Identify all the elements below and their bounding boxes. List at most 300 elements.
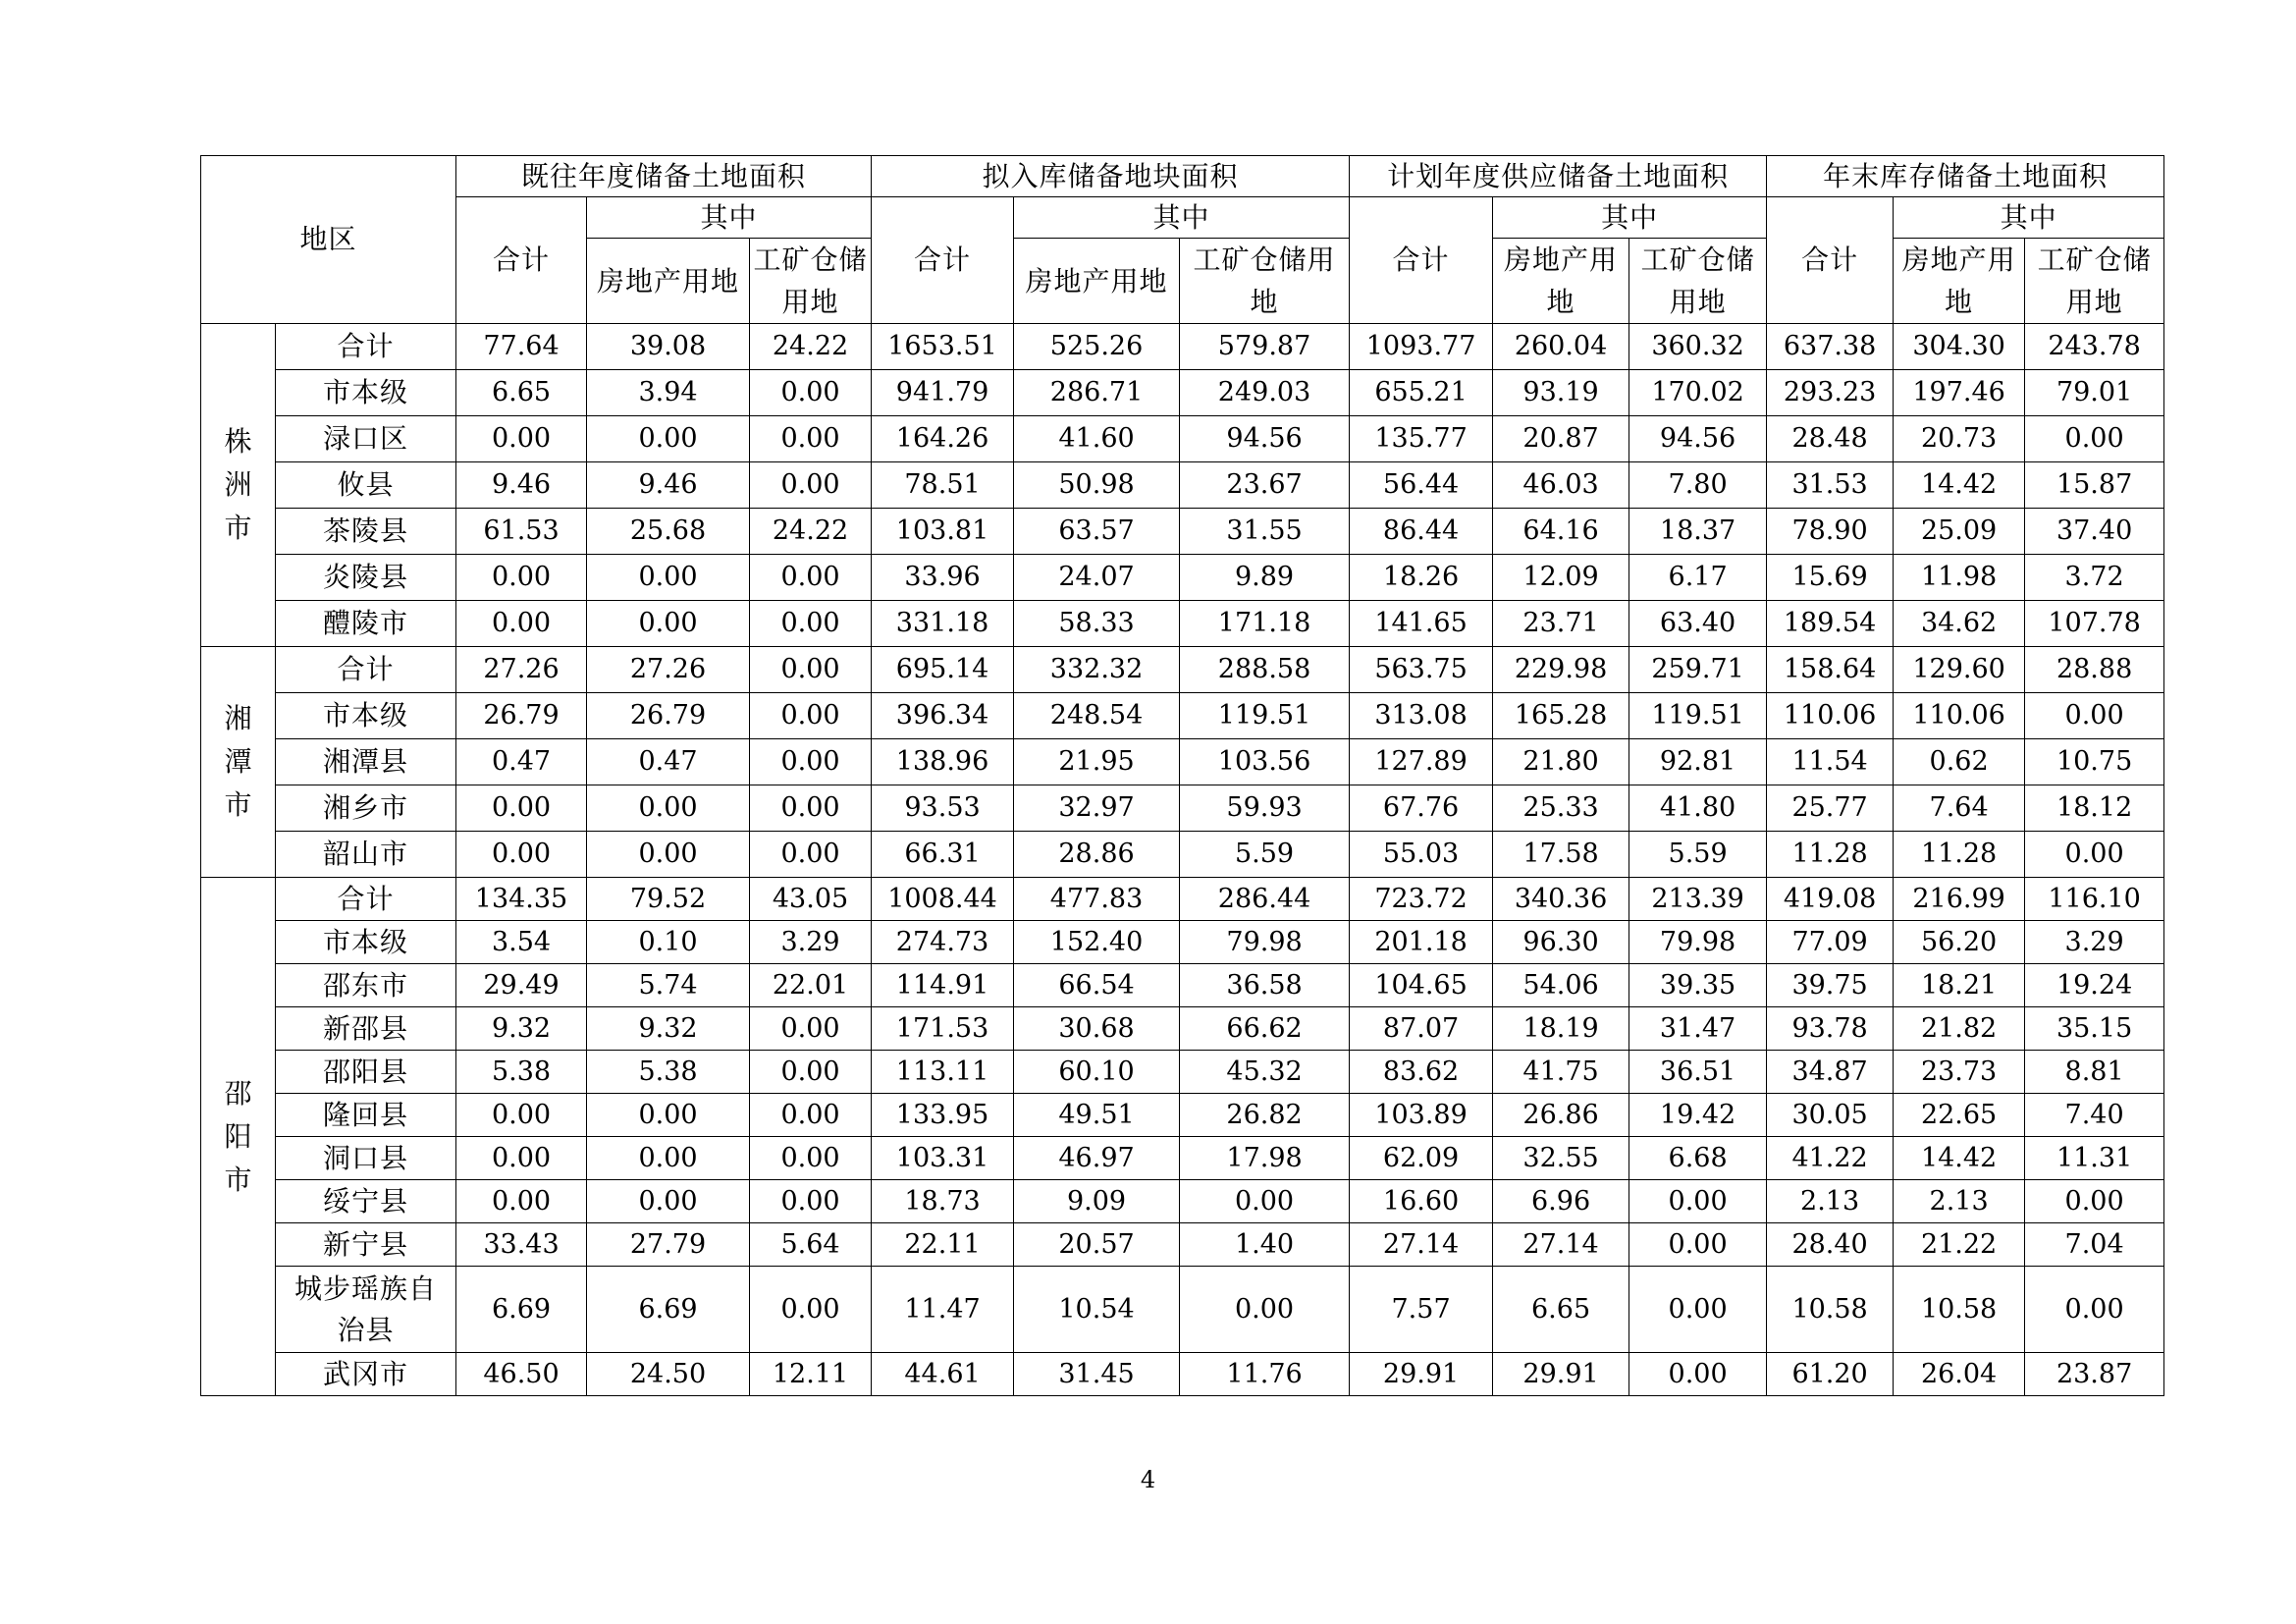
value-cell: 18.37: [1629, 509, 1767, 555]
value-cell: 1.40: [1180, 1223, 1350, 1267]
value-cell: 477.83: [1014, 878, 1180, 921]
value-cell: 110.06: [1894, 693, 2025, 739]
value-cell: 655.21: [1350, 370, 1493, 416]
value-cell: 313.08: [1350, 693, 1493, 739]
value-cell: 83.62: [1350, 1051, 1493, 1094]
value-cell: 21.22: [1894, 1223, 2025, 1267]
header-of-which: 其中: [1014, 197, 1350, 239]
value-cell: 0.00: [456, 601, 587, 647]
value-cell: 127.89: [1350, 739, 1493, 785]
value-cell: 41.60: [1014, 416, 1180, 462]
value-cell: 11.47: [872, 1267, 1014, 1353]
value-cell: 1653.51: [872, 324, 1014, 370]
value-cell: 94.56: [1629, 416, 1767, 462]
value-cell: 0.00: [750, 1094, 872, 1137]
value-cell: 5.64: [750, 1223, 872, 1267]
value-cell: 45.32: [1180, 1051, 1350, 1094]
value-cell: 0.00: [750, 601, 872, 647]
value-cell: 331.18: [872, 601, 1014, 647]
county-name: 茶陵县: [276, 509, 456, 555]
value-cell: 15.87: [2025, 462, 2164, 509]
value-cell: 9.46: [456, 462, 587, 509]
county-name: 湘潭县: [276, 739, 456, 785]
value-cell: 36.51: [1629, 1051, 1767, 1094]
header-industrial: 工矿仓储用地: [1629, 239, 1767, 324]
value-cell: 6.65: [1493, 1267, 1629, 1353]
value-cell: 29.91: [1493, 1353, 1629, 1396]
value-cell: 10.58: [1894, 1267, 2025, 1353]
value-cell: 18.73: [872, 1180, 1014, 1223]
city-label: 湘潭市: [224, 702, 252, 821]
value-cell: 158.64: [1767, 647, 1894, 693]
value-cell: 63.57: [1014, 509, 1180, 555]
header-group-planned-entry: 拟入库储备地块面积: [872, 156, 1350, 197]
value-cell: 133.95: [872, 1094, 1014, 1137]
value-cell: 79.52: [587, 878, 750, 921]
header-total: 合计: [1767, 197, 1894, 324]
value-cell: 152.40: [1014, 921, 1180, 964]
value-cell: 11.54: [1767, 739, 1894, 785]
value-cell: 18.19: [1493, 1007, 1629, 1051]
header-industrial: 工矿仓储用地: [750, 239, 872, 324]
value-cell: 0.00: [587, 1094, 750, 1137]
value-cell: 0.00: [2025, 1180, 2164, 1223]
value-cell: 0.00: [750, 1267, 872, 1353]
county-name: 合计: [276, 878, 456, 921]
value-cell: 21.82: [1894, 1007, 2025, 1051]
value-cell: 164.26: [872, 416, 1014, 462]
county-name: 绥宁县: [276, 1180, 456, 1223]
header-of-which: 其中: [1493, 197, 1767, 239]
value-cell: 28.48: [1767, 416, 1894, 462]
value-cell: 26.79: [456, 693, 587, 739]
value-cell: 27.26: [587, 647, 750, 693]
value-cell: 0.00: [750, 1051, 872, 1094]
table-row: [201, 601, 2164, 647]
value-cell: 12.09: [1493, 555, 1629, 601]
value-cell: 43.05: [750, 878, 872, 921]
value-cell: 286.44: [1180, 878, 1350, 921]
value-cell: 41.22: [1767, 1137, 1894, 1180]
table-row: [201, 1137, 2164, 1180]
value-cell: 94.56: [1180, 416, 1350, 462]
value-cell: 27.26: [456, 647, 587, 693]
value-cell: 78.90: [1767, 509, 1894, 555]
value-cell: 18.21: [1894, 964, 2025, 1007]
value-cell: 0.00: [456, 1094, 587, 1137]
value-cell: 0.00: [750, 370, 872, 416]
header-region: 地区: [201, 156, 456, 324]
value-cell: 6.69: [587, 1267, 750, 1353]
value-cell: 249.03: [1180, 370, 1350, 416]
county-name: 新宁县: [276, 1223, 456, 1267]
value-cell: 33.96: [872, 555, 1014, 601]
value-cell: 197.46: [1894, 370, 2025, 416]
value-cell: 66.31: [872, 832, 1014, 878]
value-cell: 24.22: [750, 324, 872, 370]
value-cell: 25.68: [587, 509, 750, 555]
value-cell: 59.93: [1180, 785, 1350, 832]
value-cell: 20.73: [1894, 416, 2025, 462]
value-cell: 0.00: [750, 462, 872, 509]
value-cell: 0.00: [456, 416, 587, 462]
value-cell: 288.58: [1180, 647, 1350, 693]
value-cell: 31.47: [1629, 1007, 1767, 1051]
value-cell: 23.67: [1180, 462, 1350, 509]
value-cell: 3.29: [750, 921, 872, 964]
table-row: [201, 1094, 2164, 1137]
value-cell: 34.87: [1767, 1051, 1894, 1094]
value-cell: 2.13: [1894, 1180, 2025, 1223]
value-cell: 18.26: [1350, 555, 1493, 601]
table-row: [201, 1180, 2164, 1223]
value-cell: 119.51: [1180, 693, 1350, 739]
value-cell: 32.55: [1493, 1137, 1629, 1180]
value-cell: 41.80: [1629, 785, 1767, 832]
county-name: 市本级: [276, 370, 456, 416]
value-cell: 0.00: [587, 1137, 750, 1180]
header-total: 合计: [1350, 197, 1493, 324]
value-cell: 37.40: [2025, 509, 2164, 555]
value-cell: 103.89: [1350, 1094, 1493, 1137]
value-cell: 0.47: [456, 739, 587, 785]
header-group-year-end-stock: 年末库存储备土地面积: [1767, 156, 2164, 197]
value-cell: 18.12: [2025, 785, 2164, 832]
header-real-estate: 房地产用地: [1493, 239, 1629, 324]
table-row: [201, 1267, 2164, 1353]
value-cell: 26.04: [1894, 1353, 2025, 1396]
value-cell: 5.38: [456, 1051, 587, 1094]
header-real-estate: 房地产用地: [1014, 239, 1180, 324]
value-cell: 6.17: [1629, 555, 1767, 601]
value-cell: 79.98: [1180, 921, 1350, 964]
value-cell: 26.79: [587, 693, 750, 739]
value-cell: 27.14: [1350, 1223, 1493, 1267]
value-cell: 113.11: [872, 1051, 1014, 1094]
value-cell: 24.07: [1014, 555, 1180, 601]
value-cell: 27.14: [1493, 1223, 1629, 1267]
value-cell: 21.95: [1014, 739, 1180, 785]
value-cell: 637.38: [1767, 324, 1894, 370]
value-cell: 103.31: [872, 1137, 1014, 1180]
value-cell: 116.10: [2025, 878, 2164, 921]
header-industrial: 工矿仓储用地: [2025, 239, 2164, 324]
value-cell: 56.44: [1350, 462, 1493, 509]
value-cell: 248.54: [1014, 693, 1180, 739]
value-cell: 723.72: [1350, 878, 1493, 921]
value-cell: 138.96: [872, 739, 1014, 785]
value-cell: 28.86: [1014, 832, 1180, 878]
value-cell: 39.75: [1767, 964, 1894, 1007]
value-cell: 44.61: [872, 1353, 1014, 1396]
value-cell: 0.10: [587, 921, 750, 964]
value-cell: 0.00: [750, 739, 872, 785]
table-row: [201, 555, 2164, 601]
value-cell: 3.54: [456, 921, 587, 964]
value-cell: 304.30: [1894, 324, 2025, 370]
value-cell: 3.72: [2025, 555, 2164, 601]
value-cell: 21.80: [1493, 739, 1629, 785]
county-name: 市本级: [276, 693, 456, 739]
value-cell: 5.59: [1629, 832, 1767, 878]
county-name: 隆回县: [276, 1094, 456, 1137]
value-cell: 171.53: [872, 1007, 1014, 1051]
value-cell: 293.23: [1767, 370, 1894, 416]
table-row: [201, 1353, 2164, 1396]
value-cell: 170.02: [1629, 370, 1767, 416]
value-cell: 20.87: [1493, 416, 1629, 462]
value-cell: 25.09: [1894, 509, 2025, 555]
page-number: 4: [1140, 1466, 1156, 1493]
header-real-estate: 房地产用地: [587, 239, 750, 324]
value-cell: 3.94: [587, 370, 750, 416]
value-cell: 0.00: [587, 601, 750, 647]
value-cell: 32.97: [1014, 785, 1180, 832]
value-cell: 107.78: [2025, 601, 2164, 647]
table-row: [201, 370, 2164, 416]
header-group-planned-supply: 计划年度供应储备土地面积: [1350, 156, 1767, 197]
value-cell: 0.00: [1629, 1353, 1767, 1396]
county-name: 醴陵市: [276, 601, 456, 647]
value-cell: 11.31: [2025, 1137, 2164, 1180]
value-cell: 96.30: [1493, 921, 1629, 964]
county-name: 市本级: [276, 921, 456, 964]
value-cell: 0.00: [587, 416, 750, 462]
table-row: [201, 509, 2164, 555]
value-cell: 9.09: [1014, 1180, 1180, 1223]
value-cell: 0.00: [750, 785, 872, 832]
value-cell: 941.79: [872, 370, 1014, 416]
value-cell: 0.00: [750, 1007, 872, 1051]
value-cell: 11.98: [1894, 555, 2025, 601]
value-cell: 62.09: [1350, 1137, 1493, 1180]
county-name: 攸县: [276, 462, 456, 509]
value-cell: 39.08: [587, 324, 750, 370]
value-cell: 31.55: [1180, 509, 1350, 555]
value-cell: 26.86: [1493, 1094, 1629, 1137]
value-cell: 64.16: [1493, 509, 1629, 555]
value-cell: 0.00: [456, 785, 587, 832]
value-cell: 259.71: [1629, 647, 1767, 693]
value-cell: 0.00: [1629, 1267, 1767, 1353]
city-name: [201, 878, 276, 1396]
value-cell: 419.08: [1767, 878, 1894, 921]
value-cell: 25.33: [1493, 785, 1629, 832]
value-cell: 10.75: [2025, 739, 2164, 785]
value-cell: 61.20: [1767, 1353, 1894, 1396]
value-cell: 56.20: [1894, 921, 2025, 964]
value-cell: 23.87: [2025, 1353, 2164, 1396]
table-row: [201, 1223, 2164, 1267]
county-name: 炎陵县: [276, 555, 456, 601]
value-cell: 332.32: [1014, 647, 1180, 693]
value-cell: 29.49: [456, 964, 587, 1007]
value-cell: 0.62: [1894, 739, 2025, 785]
value-cell: 58.33: [1014, 601, 1180, 647]
header-total: 合计: [456, 197, 587, 324]
value-cell: 0.00: [2025, 693, 2164, 739]
value-cell: 2.13: [1767, 1180, 1894, 1223]
header-real-estate: 房地产用地: [1894, 239, 2025, 324]
value-cell: 79.01: [2025, 370, 2164, 416]
value-cell: 66.54: [1014, 964, 1180, 1007]
value-cell: 93.19: [1493, 370, 1629, 416]
value-cell: 0.00: [750, 832, 872, 878]
value-cell: 103.56: [1180, 739, 1350, 785]
value-cell: 6.69: [456, 1267, 587, 1353]
county-name: 洞口县: [276, 1137, 456, 1180]
value-cell: 33.43: [456, 1223, 587, 1267]
value-cell: 22.01: [750, 964, 872, 1007]
table-row: [201, 921, 2164, 964]
table-row: [201, 1007, 2164, 1051]
value-cell: 46.97: [1014, 1137, 1180, 1180]
table-row: [201, 647, 2164, 693]
value-cell: 0.00: [750, 647, 872, 693]
value-cell: 0.00: [1629, 1223, 1767, 1267]
value-cell: 286.71: [1014, 370, 1180, 416]
value-cell: 17.98: [1180, 1137, 1350, 1180]
value-cell: 30.05: [1767, 1094, 1894, 1137]
value-cell: 34.62: [1894, 601, 2025, 647]
header-of-which: 其中: [587, 197, 872, 239]
city-name: [201, 647, 276, 878]
value-cell: 23.71: [1493, 601, 1629, 647]
value-cell: 0.00: [2025, 1267, 2164, 1353]
value-cell: 27.79: [587, 1223, 750, 1267]
value-cell: 7.57: [1350, 1267, 1493, 1353]
value-cell: 340.36: [1493, 878, 1629, 921]
value-cell: 0.00: [587, 1180, 750, 1223]
value-cell: 28.88: [2025, 647, 2164, 693]
value-cell: 50.98: [1014, 462, 1180, 509]
value-cell: 24.22: [750, 509, 872, 555]
value-cell: 14.42: [1894, 462, 2025, 509]
value-cell: 0.00: [456, 555, 587, 601]
value-cell: 77.64: [456, 324, 587, 370]
header-of-which: 其中: [1894, 197, 2164, 239]
value-cell: 46.50: [456, 1353, 587, 1396]
value-cell: 24.50: [587, 1353, 750, 1396]
county-name: 邵阳县: [276, 1051, 456, 1094]
county-name: 城步瑶族自治县: [276, 1267, 456, 1353]
value-cell: 229.98: [1493, 647, 1629, 693]
value-cell: 19.42: [1629, 1094, 1767, 1137]
value-cell: 14.42: [1894, 1137, 2025, 1180]
header-group-past: 既往年度储备土地面积: [456, 156, 872, 197]
value-cell: 274.73: [872, 921, 1014, 964]
value-cell: 7.04: [2025, 1223, 2164, 1267]
value-cell: 30.68: [1014, 1007, 1180, 1051]
value-cell: 0.00: [587, 832, 750, 878]
value-cell: 563.75: [1350, 647, 1493, 693]
value-cell: 0.00: [1629, 1180, 1767, 1223]
county-name: 合计: [276, 324, 456, 370]
value-cell: 1093.77: [1350, 324, 1493, 370]
value-cell: 5.74: [587, 964, 750, 1007]
value-cell: 7.40: [2025, 1094, 2164, 1137]
value-cell: 360.32: [1629, 324, 1767, 370]
table-row: [201, 462, 2164, 509]
value-cell: 31.45: [1014, 1353, 1180, 1396]
value-cell: 0.00: [456, 1137, 587, 1180]
county-name: 湘乡市: [276, 785, 456, 832]
value-cell: 39.35: [1629, 964, 1767, 1007]
value-cell: 6.65: [456, 370, 587, 416]
value-cell: 60.10: [1014, 1051, 1180, 1094]
value-cell: 6.68: [1629, 1137, 1767, 1180]
city-label: 株洲市: [224, 425, 252, 544]
value-cell: 525.26: [1014, 324, 1180, 370]
county-name: 合计: [276, 647, 456, 693]
land-reserve-table: [200, 155, 2164, 1396]
value-cell: 93.53: [872, 785, 1014, 832]
value-cell: 55.03: [1350, 832, 1493, 878]
table-row: [201, 1051, 2164, 1094]
value-cell: 41.75: [1493, 1051, 1629, 1094]
value-cell: 141.65: [1350, 601, 1493, 647]
value-cell: 31.53: [1767, 462, 1894, 509]
value-cell: 119.51: [1629, 693, 1767, 739]
value-cell: 243.78: [2025, 324, 2164, 370]
header-industrial: 工矿仓储用地: [1180, 239, 1350, 324]
value-cell: 695.14: [872, 647, 1014, 693]
value-cell: 19.24: [2025, 964, 2164, 1007]
value-cell: 17.58: [1493, 832, 1629, 878]
value-cell: 0.00: [750, 1180, 872, 1223]
value-cell: 0.00: [1180, 1267, 1350, 1353]
value-cell: 93.78: [1767, 1007, 1894, 1051]
value-cell: 92.81: [1629, 739, 1767, 785]
county-name: 新邵县: [276, 1007, 456, 1051]
county-name: 渌口区: [276, 416, 456, 462]
value-cell: 213.39: [1629, 878, 1767, 921]
value-cell: 201.18: [1350, 921, 1493, 964]
value-cell: 9.32: [587, 1007, 750, 1051]
value-cell: 0.00: [587, 555, 750, 601]
value-cell: 189.54: [1767, 601, 1894, 647]
value-cell: 86.44: [1350, 509, 1493, 555]
value-cell: 11.76: [1180, 1353, 1350, 1396]
value-cell: 66.62: [1180, 1007, 1350, 1051]
value-cell: 63.40: [1629, 601, 1767, 647]
value-cell: 6.96: [1493, 1180, 1629, 1223]
value-cell: 0.47: [587, 739, 750, 785]
value-cell: 10.54: [1014, 1267, 1180, 1353]
value-cell: 0.00: [750, 693, 872, 739]
value-cell: 579.87: [1180, 324, 1350, 370]
value-cell: 22.65: [1894, 1094, 2025, 1137]
value-cell: 0.00: [2025, 832, 2164, 878]
value-cell: 11.28: [1767, 832, 1894, 878]
value-cell: 78.51: [872, 462, 1014, 509]
value-cell: 15.69: [1767, 555, 1894, 601]
value-cell: 29.91: [1350, 1353, 1493, 1396]
value-cell: 9.32: [456, 1007, 587, 1051]
value-cell: 35.15: [2025, 1007, 2164, 1051]
value-cell: 0.00: [587, 785, 750, 832]
value-cell: 9.46: [587, 462, 750, 509]
value-cell: 49.51: [1014, 1094, 1180, 1137]
value-cell: 79.98: [1629, 921, 1767, 964]
value-cell: 7.80: [1629, 462, 1767, 509]
value-cell: 10.58: [1767, 1267, 1894, 1353]
value-cell: 87.07: [1350, 1007, 1493, 1051]
value-cell: 16.60: [1350, 1180, 1493, 1223]
value-cell: 46.03: [1493, 462, 1629, 509]
value-cell: 135.77: [1350, 416, 1493, 462]
value-cell: 0.00: [750, 1137, 872, 1180]
